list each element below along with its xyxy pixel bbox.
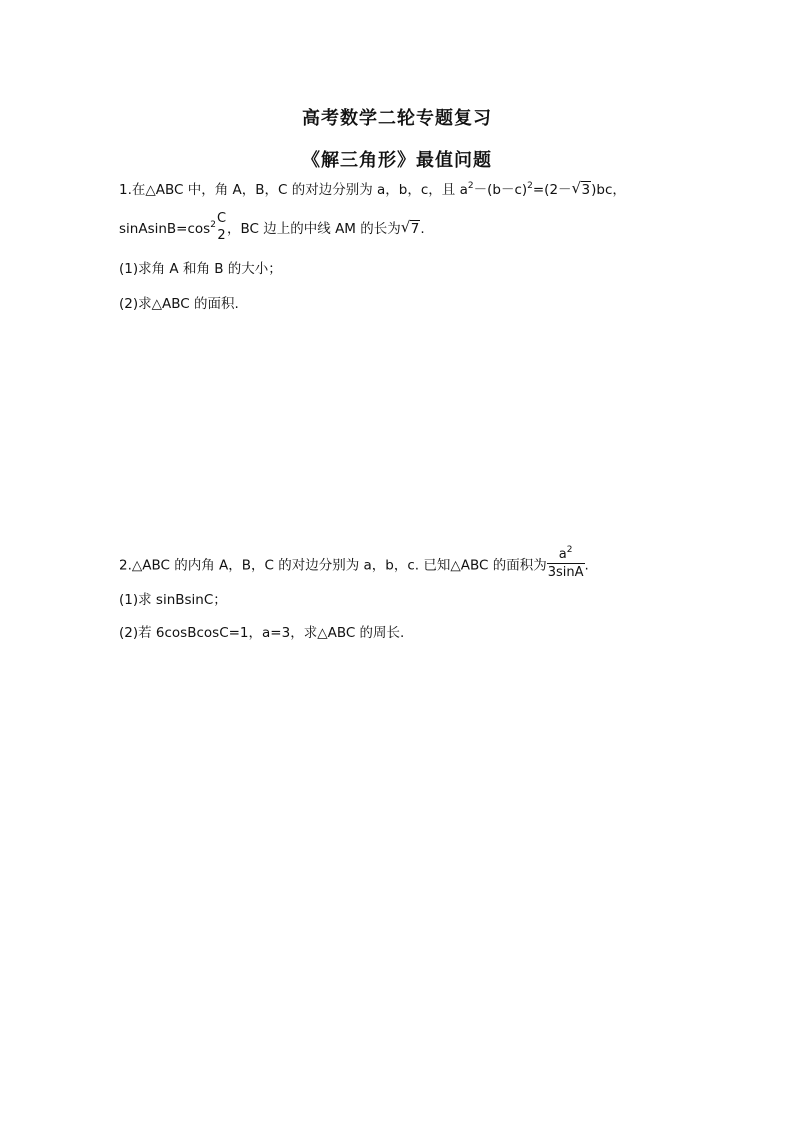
q1-text-c: =(2－ [532,182,572,198]
fraction-denominator: 3sinA [547,565,584,580]
fraction-numerator-sup: 2 [566,545,573,555]
q1-sup-2: 2 [527,181,533,191]
q1-line1 [119,180,626,202]
fraction [216,212,227,242]
q1-text-a: 1.在△ABC 中，角 A，B，C 的对边分别为 a，b，c，且 a [119,182,468,198]
q1-line2-sqrt-value: 7 [410,221,420,237]
sqrt-symbol: √ 3 [571,179,591,198]
fraction-numerator: a [558,547,567,562]
q1-line2-text-b: ，BC 边上的中线 AM 的长为 [227,221,401,237]
q1-part1: (1)求角 A 和角 B 的大小； [119,261,282,277]
q1-sup-1: 2 [467,181,474,191]
q2-text-b: . [584,557,589,574]
q2-part1: (1)求 sinBsinC； [119,592,227,608]
sqrt-symbol: √ 7 [400,218,420,237]
document-title: 高考数学二轮专题复习 [302,108,492,129]
q1-text-b: －(b－c) [473,182,528,198]
fraction [547,545,585,580]
q1-line2-text-a: sinAsinB=cos [119,221,211,237]
fraction-numerator: C [216,211,227,226]
q1-text-d: )bc， [591,182,626,198]
q2-text-a: 2.△ABC 的内角 A，B，C 的对边分别为 a，b，c. 已知△ABC 的面积为 [119,557,547,574]
q1-sqrt-value: 3 [581,182,591,198]
document-subtitle: 《解三角形》最值问题 [302,150,492,171]
q1-part2: (2)求△ABC 的面积. [119,296,239,312]
q1-line2 [119,211,425,244]
q1-line2-sup: 2 [210,220,216,230]
q1-line2-text-c: . [420,221,425,237]
q2-line1 [119,545,589,581]
fraction-denominator: 2 [217,228,226,243]
q2-part2: (2)若 6cosBcosC=1，a=3，求△ABC 的周长. [119,625,405,641]
